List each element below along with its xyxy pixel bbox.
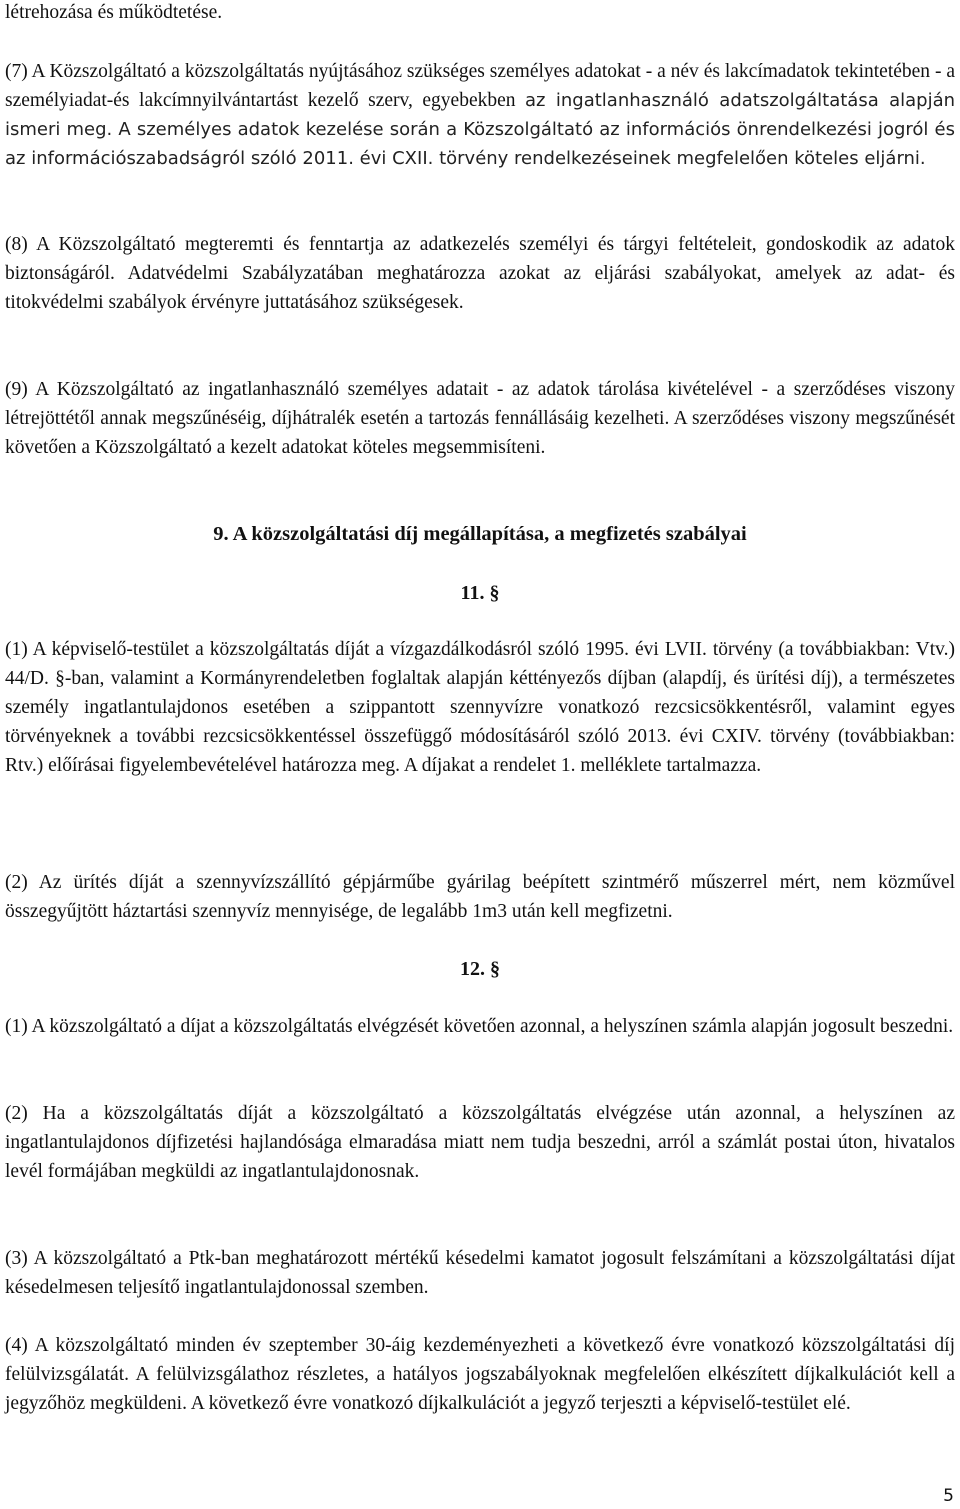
section-11-paragraph-2: (2) Az ürítés díját a szennyvízszállító gépjárműbe gyárilag beépített szintmérő műszerrel mért, nem közművel összegyűjtött háztartási szennyvíz mennyisége, de legalább 1m3 után kell megfizetni. bbox=[5, 872, 955, 922]
section-11-paragraph-1: (1) A képviselő-testület a közszolgáltatás díját a vízgazdálkodásról szóló 1995. évi LVII. törvény (a továbbiakban: Vtv.) 44/D. §-ban, valamint a Kormányrendeletben foglaltak alapján kéttényezős díjban (alapdíj, és ürítési díj), a természetes személy ingatlantulajdonos esetében a szippantott szennyvízre vonatkozó rezcsicsökkentésről, valamint egyes törvényeknek a további rezcsicsökkentéssel összefüggő módosításáról szóló 2013. évi CXIV. törvény (továbbiakban: Rtv.) előírásai figyelembevételével határozza meg. A díjakat a rendelet 1. melléklete tartalmazza. bbox=[5, 639, 955, 776]
chapter-heading: 9. A közszolgáltatási díj megállapítása, a megfizetés szabályai bbox=[213, 523, 747, 545]
page-number: 5 bbox=[943, 1486, 954, 1506]
section-12-paragraph-3: (3) A közszolgáltató a Ptk-ban meghatározott mértékű késedelmi kamatot jogosult felszámítani a közszolgáltatási díjat késedelmesen teljesítő ingatlantulajdonossal szemben. bbox=[5, 1248, 955, 1298]
top-fragment: létrehozása és működtetése. bbox=[5, 2, 223, 23]
paragraph-8: (8) A Közszolgáltató megteremti és fenntartja az adatkezelés személyi és tárgyi feltételeit, gondoskodik az adatok biztonságáról. Adatvédelmi Szabályzatában meghatározza azokat az eljárási szabályokat, amelyek az adat- és titokvédelmi szabályok érvényre juttatásához szükségesek. bbox=[5, 234, 955, 313]
section-11-label: 11. § bbox=[460, 582, 500, 604]
paragraph-7-part-1: (7) A Közszolgáltató a közszolgáltatás nyújtásához szükséges személyes adatokat - a név és lakcímadatok tekintetében - a személyiadat-és lakcímnyilvántartást kezelő szerv, egyebekben bbox=[5, 61, 955, 111]
section-12-paragraph-1: (1) A közszolgáltató a díjat a közszolgáltatás elvégzését követően azonnal, a helyszínen számla alapján jogosult beszedni. bbox=[5, 1016, 954, 1037]
section-12-paragraph-4: (4) A közszolgáltató minden év szeptember 30-áig kezdeményezheti a következő évre vonatkozó közszolgáltatási díj felülvizsgálatát. A felülvizsgálathoz részletes, a hatályos jogszabályoknak megfelelően elkészített díjkalkulációt kell a jegyzőhöz megküldeni. A következő évre vonatkozó díjkalkulációt a jegyző terjeszti a képviselő-testület elé. bbox=[5, 1335, 955, 1414]
paragraph-7-part-2: az ingatlanhasználó adatszolgáltatása alapján ismeri meg. A személyes adatok kezelése során a Közszolgáltató az információs önrendelkezési jogról és az információszabadságról szóló 2011. évi CXII. törvény rendelkezéseinek megfelelően köteles eljárni. bbox=[5, 90, 956, 169]
paragraph-7 bbox=[5, 57, 955, 173]
paragraph-9: (9) A Közszolgáltató az ingatlanhasználó személyes adatait - az adatok tárolása kivételével - a szerződéses viszony létrejöttétől annak megszűnéséig, díjhátralék esetén a tartozás fennállásáig kezelheti. A szerződéses viszony megszűnését követően a Közszolgáltató a kezelt adatokat köteles megsemmisíteni. bbox=[5, 379, 955, 458]
section-12-label: 12. § bbox=[460, 958, 500, 980]
section-12-paragraph-2: (2) Ha a közszolgáltatás díját a közszolgáltató a közszolgáltatás elvégzése után azonnal, a helyszínen az ingatlantulajdonos díjfizetési hajlandósága elmaradása miatt nem tudja beszedni, arról a számlát postai úton, hivatalos levél formájában megküldi az ingatlantulajdonosnak. bbox=[5, 1103, 955, 1182]
